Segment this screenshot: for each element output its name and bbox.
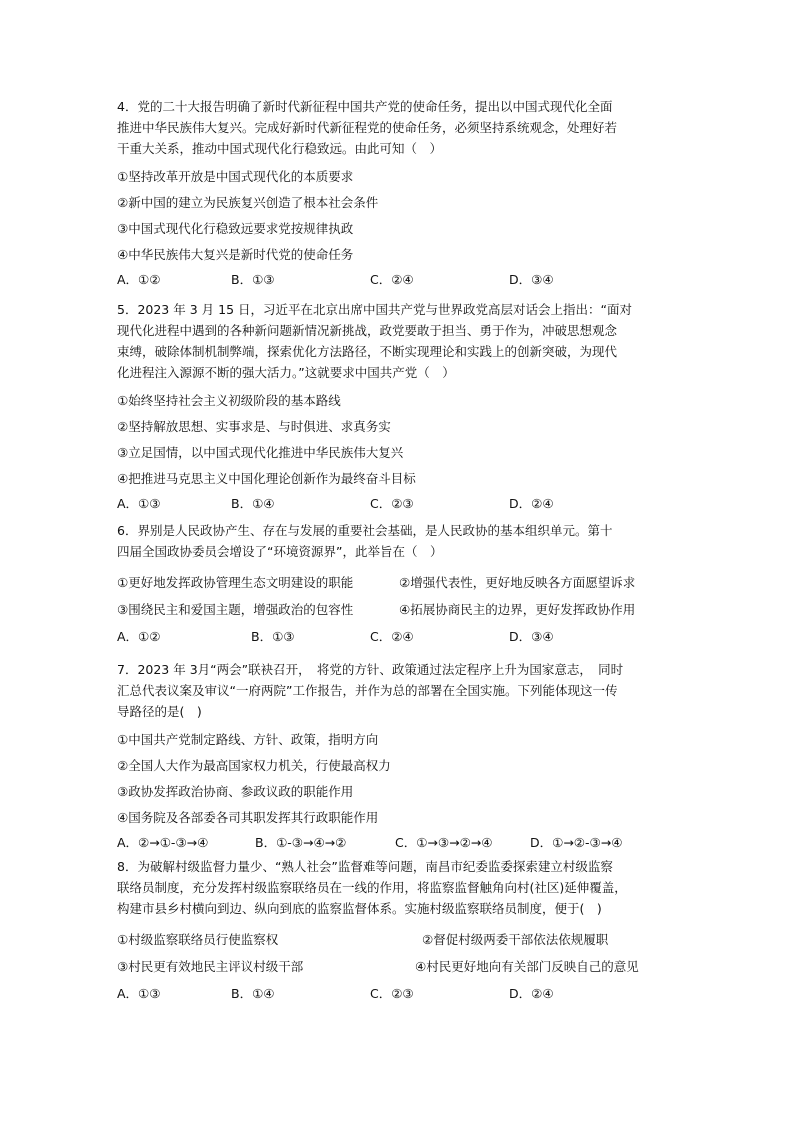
answer-c[interactable]: C．①→③→②→④ bbox=[395, 835, 493, 850]
option-4: ④把推进马克思主义中国化理论创新作为最终奋斗目标 bbox=[117, 471, 416, 486]
option-3: ③政协发挥政治协商、参政议政的职能作用 bbox=[117, 784, 354, 799]
question-stem bbox=[117, 96, 677, 159]
answer-choices bbox=[117, 829, 677, 856]
option-3: ③中国式现代化行稳致远要求党按规律执政 bbox=[117, 221, 354, 236]
question-7 bbox=[117, 659, 677, 856]
answer-d[interactable]: D．③④ bbox=[509, 629, 554, 644]
option-2: ②增强代表性，更好地反映各方面愿望诉求 bbox=[399, 575, 636, 590]
answer-choices bbox=[117, 623, 677, 650]
answer-d[interactable]: D．③④ bbox=[509, 272, 554, 287]
answer-d[interactable]: D．①→②-③→④ bbox=[530, 835, 623, 850]
answer-b[interactable]: B．①③ bbox=[231, 272, 275, 287]
option-3: ③立足国情，以中国式现代化推进中华民族伟大复兴 bbox=[117, 445, 404, 460]
stem-line: 四届全国政协委员会增设了“环境资源界”，此举旨在（ ） bbox=[117, 544, 443, 559]
option-row bbox=[117, 926, 677, 953]
answer-choices bbox=[117, 980, 677, 1007]
answer-c[interactable]: C．②④ bbox=[370, 272, 414, 287]
answer-a[interactable]: A．①② bbox=[117, 629, 161, 644]
stem-line: 4．党的二十大报告明确了新时代新征程中国共产党的使命任务，提出以中国式现代化全面 bbox=[117, 99, 613, 114]
question-stem bbox=[117, 659, 677, 722]
stem-line: 联络员制度，充分发挥村级监察联络员在一线的作用，将监察监督触角向村(社区)延伸覆盖， bbox=[117, 880, 627, 895]
stem-line: 6．界别是人民政协产生、存在与发展的重要社会基础，是人民政协的基本组织单元。第十 bbox=[117, 523, 613, 538]
stem-line: 导路径的是( ) bbox=[117, 704, 202, 719]
question-stem bbox=[117, 856, 677, 919]
option-4: ④村民更好地向有关部门反映自己的意见 bbox=[415, 959, 639, 974]
question-6 bbox=[117, 520, 677, 650]
stem-line: 构建市县乡村横向到边、纵向到底的监察监督体系。实施村级监察联络员制度，便于( ) bbox=[117, 901, 602, 916]
answer-c[interactable]: C．②③ bbox=[370, 986, 414, 1001]
stem-line: 干重大关系，推动中国式现代化行稳致远。由此可知（ ） bbox=[117, 141, 443, 156]
option-1: ①村级监察联络员行使监察权 bbox=[117, 932, 279, 947]
question-8 bbox=[117, 856, 677, 1007]
answer-d[interactable]: D．②④ bbox=[509, 496, 554, 511]
option-row bbox=[117, 596, 677, 623]
answer-a[interactable]: A．①③ bbox=[117, 986, 161, 1001]
answer-d[interactable]: D．②④ bbox=[509, 986, 554, 1001]
question-stem bbox=[117, 520, 677, 562]
stem-line: 现代化进程中遇到的各种新问题新情况新挑战，政党要敢于担当、勇于作为，冲破思想观念 bbox=[117, 323, 618, 338]
question-4 bbox=[117, 96, 677, 293]
option-2: ②坚持解放思想、实事求是、与时俱进、求真务实 bbox=[117, 419, 391, 434]
option-2: ②督促村级两委干部依法依规履职 bbox=[422, 932, 609, 947]
answer-b[interactable]: B．①-③→④→② bbox=[255, 835, 347, 850]
option-4: ④中华民族伟大复兴是新时代党的使命任务 bbox=[117, 247, 354, 262]
answer-a[interactable]: A．①② bbox=[117, 272, 161, 287]
stem-line: 汇总代表议案及审议“一府两院”工作报告，并作为总的部署在全国实施。下列能体现这一传 bbox=[117, 683, 618, 698]
answer-a[interactable]: A．①③ bbox=[117, 496, 161, 511]
option-1: ①始终坚持社会主义初级阶段的基本路线 bbox=[117, 393, 341, 408]
answer-choices bbox=[117, 490, 677, 517]
option-4: ④国务院及各部委各司其职发挥其行政职能作用 bbox=[117, 810, 379, 825]
option-row bbox=[117, 569, 677, 596]
question-stem bbox=[117, 299, 677, 383]
option-2: ②全国人大作为最高国家权力机关，行使最高权力 bbox=[117, 758, 391, 773]
option-4: ④拓展协商民主的边界，更好发挥政协作用 bbox=[399, 602, 636, 617]
answer-choices bbox=[117, 266, 677, 293]
stem-line: 束缚，破除体制机制弊端，探索优化方法路径，不断实现理论和实践上的创新突破，为现代 bbox=[117, 344, 618, 359]
stem-line: 8．为破解村级监督力量少、“熟人社会”监督难等问题，南昌市纪委监委探索建立村级监察 bbox=[117, 859, 613, 874]
option-row bbox=[117, 953, 677, 980]
option-3: ③村民更有效地民主评议村级干部 bbox=[117, 959, 304, 974]
answer-c[interactable]: C．②③ bbox=[370, 496, 414, 511]
stem-line: 7．2023 年 3月“两会”联袂召开， 将党的方针、政策通过法定程序上升为国家意志， 同时 bbox=[117, 662, 624, 677]
option-1: ①坚持改革开放是中国式现代化的本质要求 bbox=[117, 169, 354, 184]
answer-c[interactable]: C．②④ bbox=[370, 629, 414, 644]
answer-b[interactable]: B．①③ bbox=[251, 629, 295, 644]
option-1: ①中国共产党制定路线、方针、政策，指明方向 bbox=[117, 732, 379, 747]
question-5 bbox=[117, 299, 677, 517]
option-2: ②新中国的建立为民族复兴创造了根本社会条件 bbox=[117, 195, 379, 210]
stem-line: 推进中华民族伟大复兴。完成好新时代新征程党的使命任务，必须坚持系统观念，处理好若 bbox=[117, 120, 618, 135]
option-3: ③围绕民主和爱国主题，增强政治的包容性 bbox=[117, 602, 354, 617]
stem-line: 化进程注入源源不断的强大活力。”这就要求中国共产党（ ） bbox=[117, 365, 455, 380]
answer-b[interactable]: B．①④ bbox=[231, 496, 275, 511]
stem-line: 5．2023 年 3 月 15 日，习近平在北京出席中国共产党与世界政党高层对话会上指出：“面对 bbox=[117, 302, 632, 317]
answer-a[interactable]: A．②→①-③→④ bbox=[117, 835, 209, 850]
option-1: ①更好地发挥政协管理生态文明建设的职能 bbox=[117, 575, 354, 590]
answer-b[interactable]: B．①④ bbox=[231, 986, 275, 1001]
